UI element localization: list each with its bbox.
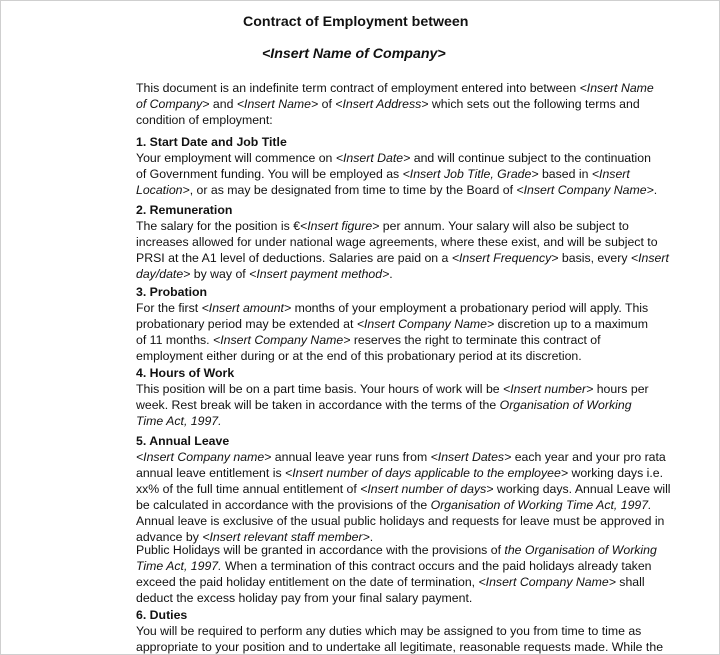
body-text: annual leave year runs from [271,450,431,464]
section-1 [136,134,657,198]
text-line [136,150,657,166]
text-line [136,590,657,606]
text-line [136,266,669,282]
section-heading: 1. Start Date and Job Title [136,135,287,149]
body-text: week. Rest break will be taken in accordance with the terms of the [136,398,500,412]
body-text: each year and your pro rata [511,450,666,464]
body-text: discretion up to a maximum [494,317,648,331]
placeholder-text: <Insert Frequency> [451,251,559,265]
text-line [136,639,663,655]
text-line [136,449,671,465]
placeholder-text: <Insert [591,167,630,181]
body-text: This position will be on a part time basis. Your hours of work will be [136,382,504,396]
placeholder-text: <Insert Company Name> [478,575,616,589]
section-heading: 6. Duties [136,608,188,622]
body-text: advance by [136,530,203,544]
text-line [136,316,648,332]
placeholder-text: <Insert Name [579,81,654,95]
body-text: increases allowed for under national wage agreements, where these exist, and will be subject to [136,235,658,249]
section-5 [136,433,671,545]
section-4 [136,365,649,429]
text-line [136,234,669,250]
placeholder-text: <Insert Company Name> [213,333,351,347]
body-text: Annual leave is exclusive of the usual public holidays and requests for leave must be approved in [136,514,665,528]
text-line [136,348,648,364]
section-3 [136,284,648,364]
text-line [136,413,649,429]
placeholder-text: <Insert Company name> [136,450,272,464]
placeholder-text: Organisation of Working Time Act, 1997. [430,498,652,512]
body-text: deduct the excess holiday pay from your final salary payment. [136,591,473,605]
body-text: and will continue subject to the continuation [410,151,651,165]
placeholder-text: <Insert number of days applicable to the employee> [285,466,569,480]
text-line [136,218,669,234]
section-7 [136,607,663,655]
body-text: working days i.e. [568,466,664,480]
text-line [136,182,657,198]
text-line [136,332,648,348]
text-line [136,80,654,96]
body-text: and [209,97,237,111]
body-text: hours per [593,382,649,396]
body-text: . [653,183,658,197]
body-text: be calculated in accordance with the provisions of the [136,498,431,512]
body-text: shall [615,575,645,589]
text-line [136,96,654,112]
placeholder-text: <Insert number> [503,382,594,396]
body-text: condition of employment: [136,113,273,127]
text-line [136,623,663,639]
body-text: . [389,267,393,281]
body-text: You will be required to perform any duties which may be assigned to you from time to time as [136,624,642,638]
text-line [136,497,671,513]
body-text: of [318,97,336,111]
text-line [136,481,671,497]
placeholder-text: <Insert Company Name> [516,183,654,197]
text-line [136,574,657,590]
section-2 [136,202,669,282]
section-heading: 3. Probation [136,285,208,299]
body-text: PRSI at the A1 level of deductions. Salaries are paid on a [136,251,452,265]
text-line [136,513,671,529]
placeholder-text: Time Act, 1997. [136,414,222,428]
placeholder-text: the Organisation of Working [504,543,657,557]
body-text: based in [538,167,592,181]
section-heading: 2. Remuneration [136,203,233,217]
body-text: For the first [136,301,202,315]
placeholder-text: Organisation of Working [499,398,632,412]
placeholder-text: <Insert Name> [236,97,319,111]
body-text: working days. Annual Leave will [493,482,671,496]
text-line [136,381,649,397]
placeholder-text: <Insert payment method> [249,267,390,281]
body-text: This document is an indefinite term contract of employment entered into between [136,81,580,95]
text-line [136,300,648,316]
section-heading: 5. Annual Leave [136,434,230,448]
body-text: employment either during or at the end of this probationary period at its discretion. [136,349,582,363]
body-text: xx% of the full time annual entitlement of [136,482,361,496]
placeholder-text: of Company> [136,97,210,111]
body-text: . [369,530,374,544]
text-line [136,465,671,481]
body-text: Your employment will commence on [136,151,336,165]
placeholder-text: <Insert Dates> [430,450,512,464]
placeholder-text: day/date> [136,267,191,281]
placeholder-text: <Insert [630,251,669,265]
body-text: Public Holidays will be granted in accordance with the provisions of [136,543,505,557]
placeholder-text: <Insert number of days> [360,482,494,496]
text-line [136,542,657,558]
body-text: reserves the right to terminate this contract of [350,333,601,347]
placeholder-text: <Insert figure> [300,219,380,233]
placeholder-text: <Insert Company Name> [356,317,495,331]
text-line [136,558,657,574]
body-text: basis, every [558,251,631,265]
placeholder-text: <Insert relevant staff member> [202,530,370,544]
body-text: exceed the paid holiday entitlement on the date of termination, [136,575,479,589]
body-text: of 11 months. [136,333,214,347]
text-line [136,112,654,128]
section-6 [136,542,657,606]
intro-paragraph [136,80,654,128]
text-line [136,250,669,266]
document-subtitle: <Insert Name of Company> [262,46,446,62]
placeholder-text: Time Act, 1997. [136,559,222,573]
body-text: , or as may be designated from time to time by the Board of [189,183,517,197]
placeholder-text: <Insert amount> [201,301,292,315]
placeholder-text: <Insert Address> [335,97,429,111]
body-text: which sets out the following terms and [428,97,640,111]
body-text: probationary period may be extended at [136,317,357,331]
document-title: Contract of Employment between [243,14,469,30]
body-text: of Government funding. You will be employed as [136,167,403,181]
placeholder-text: <Insert Job Title, Grade> [402,167,539,181]
text-line [136,166,657,182]
placeholder-text: Location> [136,183,190,197]
placeholder-text: <Insert Date> [335,151,411,165]
body-text: When a termination of this contract occurs and the paid holidays already taken [221,559,652,573]
text-line [136,397,649,413]
body-text: per annum. Your salary will also be subject to [379,219,629,233]
body-text: annual leave entitlement is [136,466,286,480]
body-text: The salary for the position is € [136,219,301,233]
body-text: by way of [190,267,250,281]
section-heading: 4. Hours of Work [136,366,235,380]
body-text: appropriate to your position and to undertake all legitimate, reasonable requests made. While the [136,640,664,654]
body-text: months of your employment a probationary period will apply. This [291,301,649,315]
